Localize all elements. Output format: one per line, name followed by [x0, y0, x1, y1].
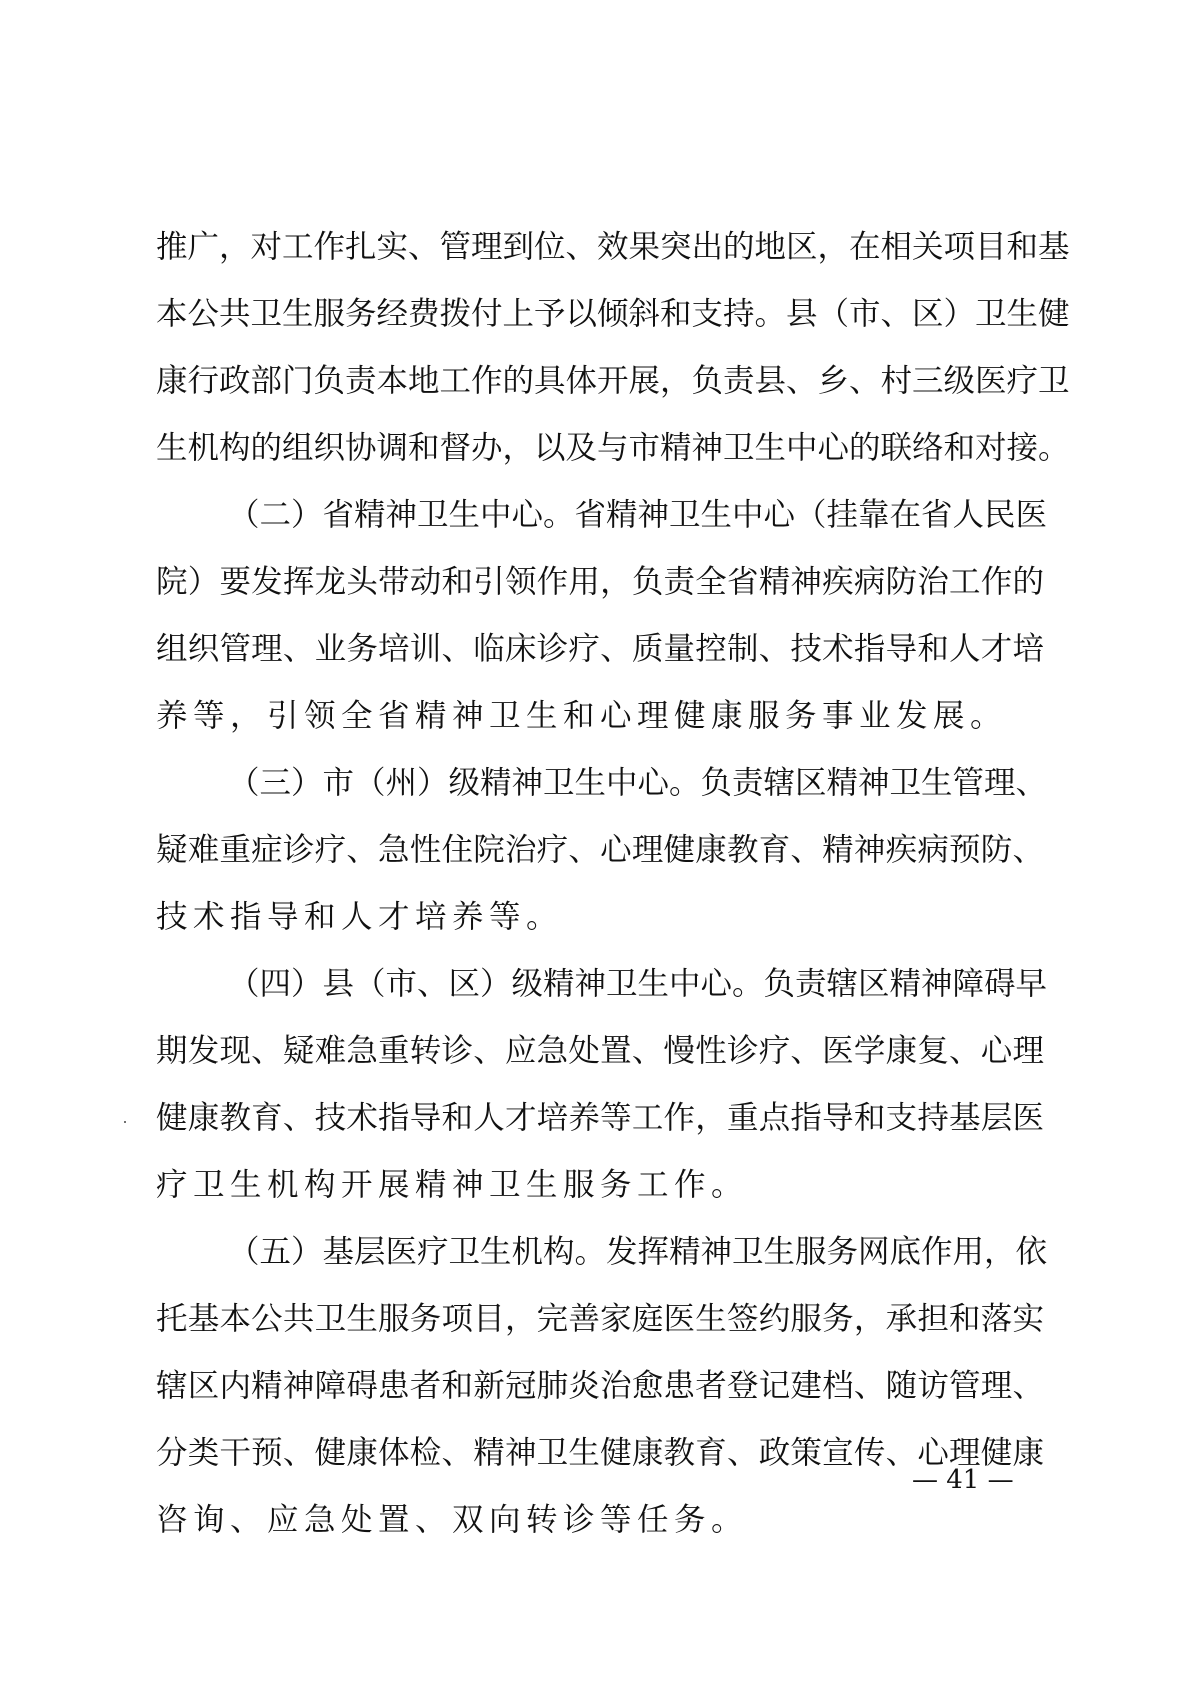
text-line: 康行政部门负责本地工作的具体开展，负责县、乡、村三级医疗卫 [156, 363, 1070, 399]
text-line: 生机构的组织协调和督办，以及与市精神卫生中心的联络和对接。 [156, 430, 1070, 466]
text-line: 组织管理、业务培训、临床诊疗、质量控制、技术指导和人才培 [156, 631, 1044, 667]
text-line: 疗卫生机构开展精神卫生服务工作。 [156, 1167, 749, 1203]
text-line: 辖区内精神障碍患者和新冠肺炎治愈患者登记建档、随访管理、 [156, 1368, 1044, 1404]
text-line: 咨询、应急处置、双向转诊等任务。 [156, 1502, 749, 1538]
text-line: 健康教育、技术指导和人才培养等工作，重点指导和支持基层医 [156, 1100, 1044, 1136]
text-line: 推广，对工作扎实、管理到位、效果突出的地区，在相关项目和基 [156, 229, 1070, 265]
section-2-heading-line: （二）省精神卫生中心。省精神卫生中心（挂靠在省人民医 [228, 497, 1048, 533]
section-3-heading-line: （三）市（州）级精神卫生中心。负责辖区精神卫生管理、 [228, 765, 1048, 801]
body-text [156, 214, 1070, 1554]
text-line: 院）要发挥龙头带动和引领作用，负责全省精神疾病防治工作的 [156, 564, 1044, 600]
text-line: 分类干预、健康体检、精神卫生健康教育、政策宣传、心理健康 [156, 1435, 1044, 1471]
section-4-heading-line: （四）县（市、区）级精神卫生中心。负责辖区精神障碍早 [228, 966, 1048, 1002]
text-line: 技术指导和人才培养等。 [156, 899, 564, 935]
text-line: 养等，引领全省精神卫生和心理健康服务事业发展。 [156, 698, 1008, 734]
scan-dot-mark [124, 1121, 126, 1123]
section-5-heading-line: （五）基层医疗卫生机构。发挥精神卫生服务网底作用，依 [228, 1234, 1048, 1270]
text-line: 本公共卫生服务经费拨付上予以倾斜和支持。县（市、区）卫生健 [156, 296, 1070, 332]
text-line: 期发现、疑难急重转诊、应急处置、慢性诊疗、医学康复、心理 [156, 1033, 1044, 1069]
text-line: 托基本公共卫生服务项目，完善家庭医生签约服务，承担和落实 [156, 1301, 1044, 1337]
page-number: — 41 — [912, 1465, 1014, 1495]
text-line: 疑难重症诊疗、急性住院治疗、心理健康教育、精神疾病预防、 [156, 832, 1044, 868]
